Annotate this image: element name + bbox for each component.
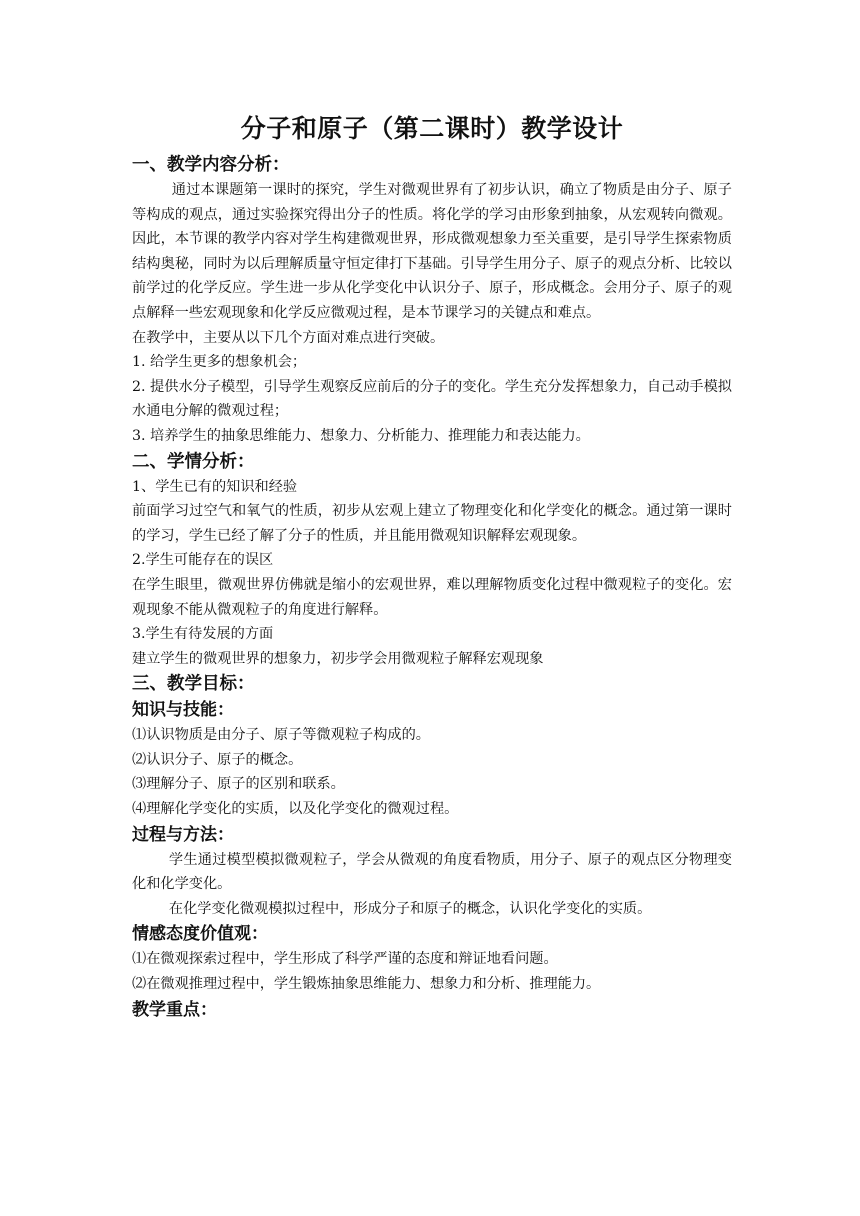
document-content (132, 112, 732, 1023)
student-subheading-knowledge: 1、学生已有的知识和经验 (132, 478, 298, 495)
list-item: ⑵认识分子、原子的概念。 (132, 751, 303, 768)
objective-heading-emotion: 情感态度价值观： (132, 924, 268, 945)
student-subheading-development: 3.学生有待发展的方面 (132, 626, 274, 643)
document-title: 分子和原子（第二课时）教学设计 (240, 114, 624, 143)
process-paragraph-1: 学生通过模型模拟微观粒子，学会从微观的角度看物质，用分子、原子的观点区分物理变化和化学变化。 (132, 851, 732, 893)
section-heading-objectives: 三、教学目标： (132, 674, 255, 695)
content-analysis-intro: 在教学中，主要从以下几个方面对难点进行突破。 (132, 329, 445, 346)
list-item: 2. 提供水分子模型，引导学生观察反应前后的分子的变化。学生充分发挥想象力，自己动手模拟水通电分解的微观过程； (132, 378, 732, 420)
content-analysis-paragraph: 通过本课题第一课时的探究，学生对微观世界有了初步认识，确立了物质是由分子、原子等构成的观点，通过实验探究得出分子的性质。将化学的学习由形象到抽象，从宏观转向微观。因此，本节课的教学内容对学生构建微观世界，形成微观想象力至关重要，是引导学生探索物质结构奥秘，同时为以后理解质量守恒定律打下基础。引导学生用分子、原子的观点分析、比较以前学过的化学反应。学生进一步从化学变化中认识分子、原子，形成概念。会用分子、原子的观点解释一些宏观现象和化学反应微观过程，是本节课学习的关键点和难点。 (132, 182, 732, 321)
objective-heading-knowledge: 知识与技能： (132, 700, 234, 721)
list-item: ⑴在微观探索过程中，学生形成了科学严谨的态度和辩证地看问题。 (132, 951, 558, 968)
section-heading-content-analysis: 一、教学内容分析： (132, 155, 290, 175)
process-paragraph-2: 在化学变化微观模拟过程中，形成分子和原子的概念，认识化学变化的实质。 (168, 900, 652, 917)
list-item: ⑴认识物质是由分子、原子等微观粒子构成的。 (132, 727, 430, 744)
section-heading-student-analysis: 二、学情分析： (132, 451, 255, 472)
key-points-heading: 教学重点： (132, 999, 217, 1020)
list-item: ⑷理解化学变化的实质，以及化学变化的微观过程。 (132, 801, 459, 818)
student-development-text: 建立学生的微观世界的想象力，初步学会用微观粒子解释宏观现象 (132, 650, 544, 667)
student-subheading-misconceptions: 2.学生可能存在的误区 (132, 552, 274, 569)
student-knowledge-text: 前面学习过空气和氧气的性质，初步从宏观上建立了物理变化和化学变化的概念。通过第一课时的学习，学生已经了解了分子的性质，并且能用微观知识解释宏观现象。 (132, 503, 732, 544)
list-item: 1. 给学生更多的想象机会； (132, 354, 307, 371)
objective-heading-process: 过程与方法： (132, 824, 234, 845)
emotion-list (132, 947, 732, 996)
list-item: 3. 培养学生的抽象思维能力、想象力、分析能力、推理能力和表达能力。 (132, 427, 590, 444)
list-item: ⑶理解分子、原子的区别和联系。 (132, 776, 345, 793)
difficulty-list (132, 350, 732, 448)
list-item: ⑵在微观推理过程中，学生锻炼抽象思维能力、想象力和分析、推理能力。 (132, 976, 601, 993)
student-misconceptions-text: 在学生眼里，微观世界仿佛就是缩小的宏观世界，难以理解物质变化过程中微观粒子的变化。宏观现象不能从微观粒子的角度进行解释。 (132, 576, 732, 618)
knowledge-list (132, 723, 732, 821)
